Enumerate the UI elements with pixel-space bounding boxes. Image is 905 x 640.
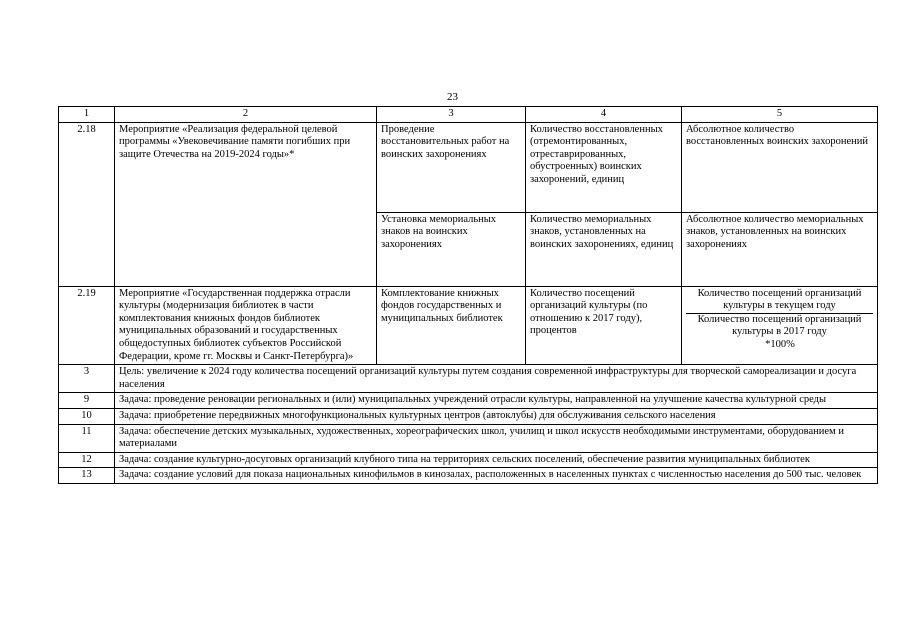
column-number-3: 3: [377, 107, 526, 123]
formula-denominator: Количество посещений организаций культуры в 2017 году: [697, 313, 862, 338]
task-text: Задача: обеспечение детских музыкальных, художественных, хореографических школ, училищ и школ искусств необходимыми инструментами, оборудованием и материалами: [115, 424, 878, 452]
indicator-cell: Количество мемориальных знаков, установленных на воинских захоронениях, единиц: [526, 212, 682, 286]
goal-text: Цель: увеличение к 2024 году количества посещений организаций культуры путем создания современной инфраструктуры для творческой самореализации и досуга населения: [115, 365, 878, 393]
table-row: [59, 365, 878, 393]
table-row-2-19: [59, 286, 878, 365]
work-cell: Проведение восстановительных работ на воинских захоронениях: [377, 122, 526, 212]
table-row: [59, 393, 878, 409]
column-number-1: 1: [59, 107, 115, 123]
table-row: [59, 468, 878, 484]
row-number: 2.19: [59, 286, 115, 365]
page-number: 23: [447, 91, 458, 103]
task-text: Задача: создание культурно-досуговых организаций клубного типа на территориях сельских поселений, обеспечение развития муниципальных библиотек: [115, 452, 878, 468]
indicators-table: [58, 106, 878, 484]
table-row: [59, 408, 878, 424]
task-text: Задача: создание условий для показа национальных кинофильмов в кинозалах, расположенных в населенных пунктах с численностью населения до 500 тыс. человек: [115, 468, 878, 484]
method-cell: Абсолютное количество мемориальных знаков, установленных на воинских захоронениях: [682, 212, 878, 286]
method-cell: Абсолютное количество восстановленных воинских захоронений: [682, 122, 878, 212]
column-number-2: 2: [115, 107, 377, 123]
column-number-5: 5: [682, 107, 878, 123]
task-text: Задача: приобретение передвижных многофункциональных культурных центров (автоклубы) для обслуживания сельского населения: [115, 408, 878, 424]
indicator-cell: Количество восстановленных (отремонтированных, отреставрированных, обустроенных) воинских захоронений, единиц: [526, 122, 682, 212]
table-row: [59, 452, 878, 468]
table-row: [59, 424, 878, 452]
column-number-row: [59, 107, 878, 123]
row-number: 3: [59, 365, 115, 393]
work-cell: Комплектование книжных фондов государственных и муниципальных библиотек: [377, 286, 526, 365]
indicator-cell: Количество посещений организаций культуры (по отношению к 2017 году), процентов: [526, 286, 682, 365]
table-row-2-18-a: [59, 122, 878, 212]
row-number: 9: [59, 393, 115, 409]
row-number: 10: [59, 408, 115, 424]
formula-multiplier: *100%: [765, 338, 795, 350]
event-cell: Мероприятие «Государственная поддержка отрасли культуры (модернизация библиотек в части комплектования книжных фондов библиотек муниципальных образований и государственных общедоступных библиотек субъектов Российской Федерации, кроме гг. Москвы и Санкт-Петербурга)»: [115, 286, 377, 365]
formula-fraction: [686, 288, 873, 339]
event-cell: Мероприятие «Реализация федеральной целевой программы «Увековечивание памяти погибших при защите Отечества на 2019-2024 годы»*: [115, 122, 377, 286]
formula-cell: [682, 286, 878, 365]
task-text: Задача: проведение реновации региональных и (или) муниципальных учреждений отрасли культуры, направленной на улучшение качества культурной среды: [115, 393, 878, 409]
column-number-4: 4: [526, 107, 682, 123]
work-cell: Установка мемориальных знаков на воинских захоронениях: [377, 212, 526, 286]
row-number: 2.18: [59, 122, 115, 286]
formula-numerator: Количество посещений организаций культуры в текущем году: [686, 288, 873, 314]
row-number: 13: [59, 468, 115, 484]
row-number: 12: [59, 452, 115, 468]
row-number: 11: [59, 424, 115, 452]
